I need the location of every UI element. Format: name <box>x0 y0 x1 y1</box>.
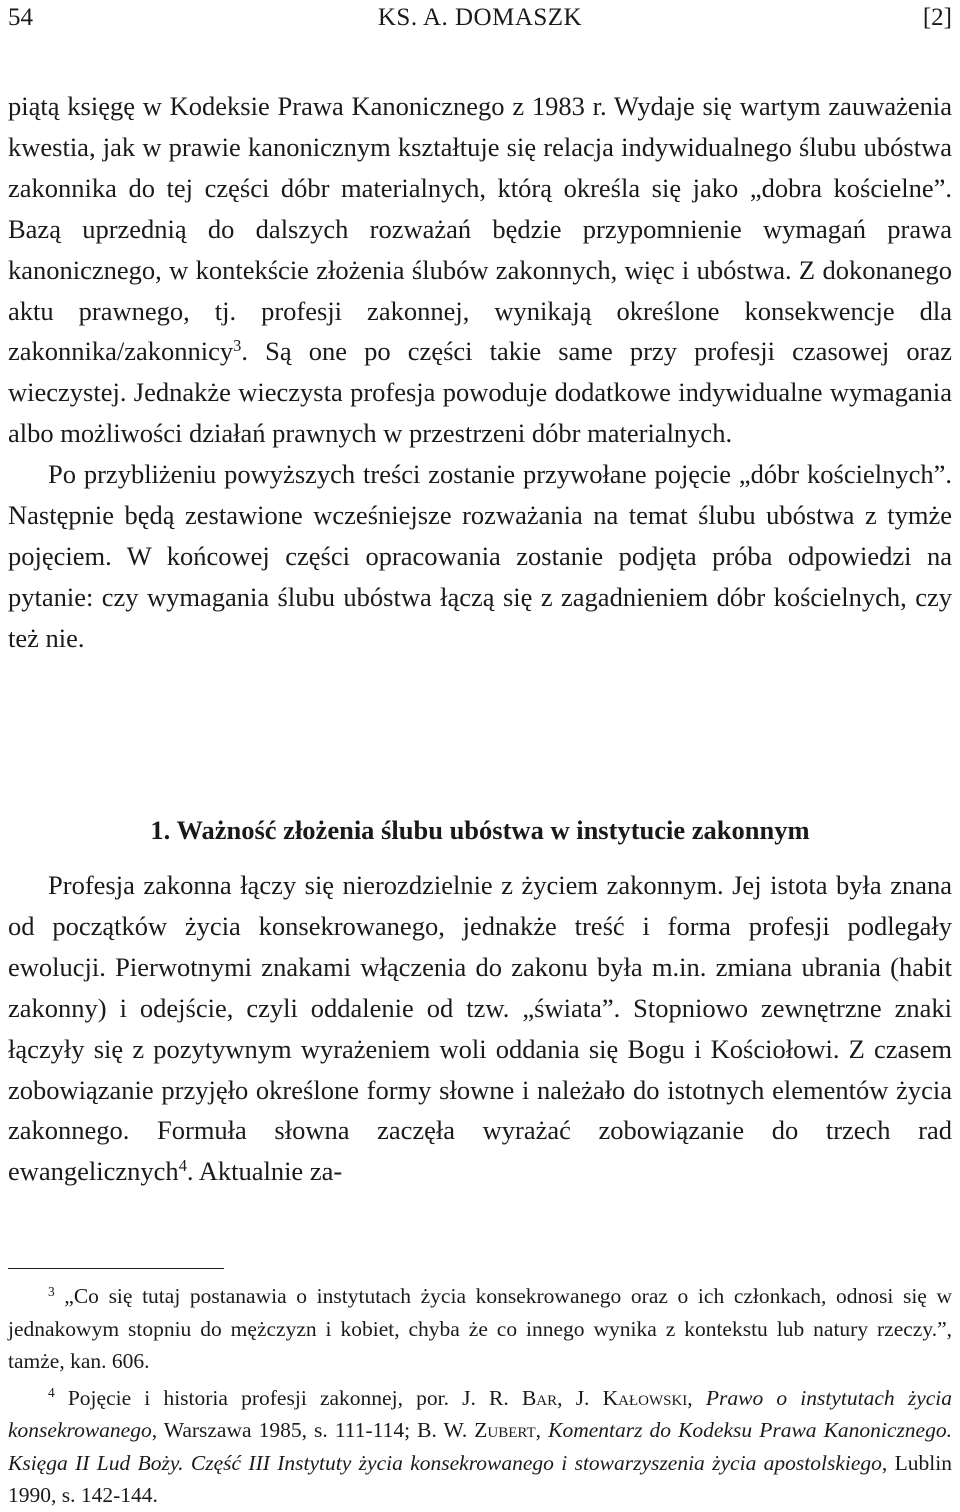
author-name-zubert: Zubert <box>474 1418 536 1442</box>
footnotes <box>8 1280 952 1512</box>
running-head-author: KS. A. DOMASZK <box>377 4 583 31</box>
footnote-3-text: „Co się tutaj postanawia o instytutach życia konsekrowanego oraz o ich członkach, odnosi się w jednakowym stopniu do mężczyzn i kobiet, chyba że co innego wynika z kontekstu lub natury rzeczy.”, tamże, kan. 606. <box>8 1284 952 1373</box>
running-header <box>8 0 952 40</box>
section-heading: 1. Ważność złożenia ślubu ubóstwa w instytucie zakonnym <box>150 815 810 845</box>
page-number: 54 <box>8 4 33 31</box>
paragraph-3 <box>8 865 952 1192</box>
article-number: [2] <box>922 4 952 31</box>
paragraph-3-text-cont: . Aktualnie za- <box>186 1156 343 1187</box>
author-name-bar: Bar <box>521 1385 558 1410</box>
footnote-divider <box>8 1268 224 1269</box>
section-text <box>8 865 952 1192</box>
footnote-4-marker: 4 <box>48 1385 55 1401</box>
footnote-3-marker: 3 <box>48 1283 55 1299</box>
paragraph-1 <box>8 86 952 454</box>
footnote-4-text: , <box>687 1385 706 1410</box>
author-name-kalowski: Kałowski <box>602 1385 688 1410</box>
footnote-4-text: , J. <box>557 1385 603 1410</box>
paragraph-1-text-cont: . Są one po części takie same przy profesji czasowej oraz wieczystej. Jednakże wieczysta profesja powoduje dodatkowe indywidualne wymagania albo możliwości działań prawnych w przestrzeni dóbr materialnych. <box>8 336 952 449</box>
footnote-4 <box>8 1382 952 1512</box>
paragraph-3-text: Profesja zakonna łączy się nierozdzielnie z życiem zakonnym. Jej istota była znana od początków życia konsekrowanego, jednakże treść i forma profesji podlegały ewolucji. Pierwotnymi znakami włączenia do zakonu była m.in. zmiana ubrania (habit zakonny) i odejście, czyli oddalenie od tzw. „świata”. Stopniowo zewnętrzne znaki łączyły się z pozytywnym wyrażeniem woli oddania się Bogu i Kościołowi. Z czasem zobowiązanie przyjęło określone formy słowne i należało do istotnych elementów życia zakonnego. Formuła słowna zaczęła wyrażać zobowiązanie do trzech rad ewangelicznych <box>8 870 952 1187</box>
footnote-3 <box>8 1280 952 1378</box>
footnote-ref-3: 3 <box>233 336 242 356</box>
book-title-1: Prawo o instytutach życia konsekrowanego <box>8 1385 952 1442</box>
footnote-4-text: , <box>535 1418 549 1442</box>
paragraph-1-text: piątą księgę w Kodeksie Prawa Kanonicznego z 1983 r. Wydaje się wartym zauważenia kwestia, jak w prawie kanonicznym kształtuje się relacja indywidualnego ślubu ubóstwa zakonnika do tej części dóbr materialnych, którą określa się jako „dobra kościelne”. Bazą uprzednią do dalszych rozważań będzie przypomnienie wymagań prawa kanonicznego, w kontekście złożenia ślubów zakonnych, więc i ubóstwa. Z dokonanego aktu prawnego, tj. profesji zakonnej, wynikają określone konsekwencje dla zakonnika/zakonnicy <box>8 91 952 367</box>
paragraph-2: Po przybliżeniu powyższych treści zostanie przywołane pojęcie „dóbr kościelnych”. Następnie będą zestawione wcześniejsze rozważania na temat ślubu ubóstwa z tymże pojęciem. W końcowej części opracowania zostanie podjęta próba odpowiedzi na pytanie: czy wymagania ślubu ubóstwa łączą się z zagadnieniem dóbr kościelnych, czy też nie. <box>8 459 952 653</box>
footnote-4-text: , Lublin 1990, s. 142-144. <box>8 1450 952 1507</box>
footnote-4-text: , Warszawa 1985, s. 111-114; B. W. <box>151 1418 475 1442</box>
book-title-2: Komentarz do Kodeksu Prawa Kanonicznego. Księga II Lud Boży. Część III Instytuty życia konsekrowanego i stowarzyszenia życia apostolskiego <box>8 1418 952 1475</box>
footnote-4-text: Pojęcie i historia profesji zakonnej, por. J. R. <box>54 1385 522 1410</box>
footnote-ref-4: 4 <box>178 1156 187 1176</box>
main-text <box>8 86 952 659</box>
